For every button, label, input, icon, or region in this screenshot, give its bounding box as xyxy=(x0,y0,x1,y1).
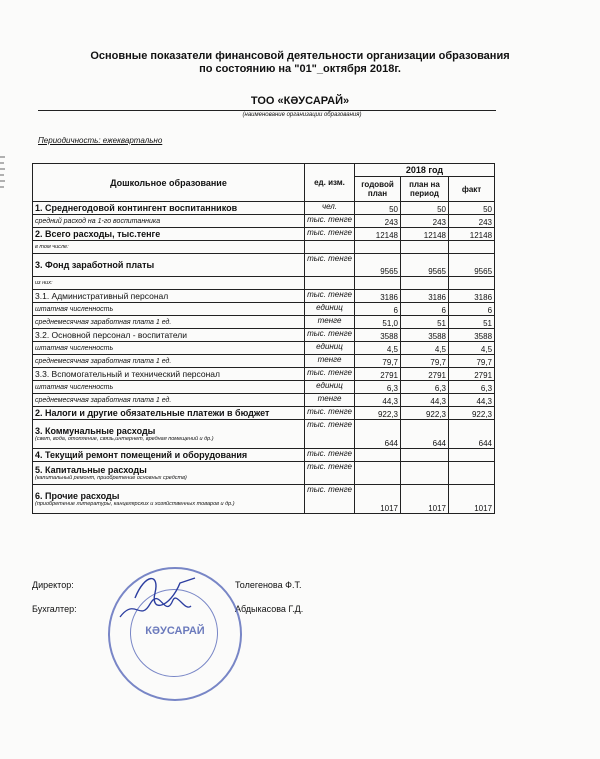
row-fact: 6 xyxy=(449,303,495,316)
header-unit-label: ед. изм. xyxy=(314,178,345,187)
row-name: 1. Среднегодовой контингент воспитанников xyxy=(35,203,238,213)
row-name: среднемесячная заработная плата 1 ед. xyxy=(35,396,172,404)
row-fact: 4,5 xyxy=(449,342,495,355)
row-name-cell xyxy=(33,329,305,342)
row-plan-year xyxy=(355,449,401,462)
row-plan-period: 4,5 xyxy=(401,342,449,355)
row-name: 3.1. Административный персонал xyxy=(35,291,169,301)
row-unit: чел. xyxy=(305,202,355,215)
header-year: 2018 год xyxy=(355,164,495,177)
row-plan-period xyxy=(401,449,449,462)
row-note: (приобретение литературы, канцелярских и хозяйственных товаров и др.) xyxy=(35,501,235,507)
table-row xyxy=(33,485,495,514)
row-name: штатная численность xyxy=(35,305,114,313)
accountant-label: Бухгалтер: xyxy=(32,604,77,614)
row-name: 6. Прочие расходы xyxy=(35,491,120,501)
row-fact: 6,3 xyxy=(449,381,495,394)
director-name: Толегенова Ф.Т. xyxy=(235,580,302,590)
row-plan-period: 6,3 xyxy=(401,381,449,394)
row-plan-period: 644 xyxy=(401,420,449,449)
row-fact: 44,3 xyxy=(449,394,495,407)
table-row xyxy=(33,241,495,254)
row-plan-year: 1017 xyxy=(355,485,401,514)
row-name: 2. Всего расходы, тыс.тенге xyxy=(35,229,161,239)
row-name: 5. Капитальные расходы xyxy=(35,465,147,475)
row-name: 3.2. Основной персонал - воспитатели xyxy=(35,330,187,340)
table-row xyxy=(33,449,495,462)
row-plan-year: 644 xyxy=(355,420,401,449)
row-unit: тенге xyxy=(305,355,355,368)
row-unit: единиц xyxy=(305,342,355,355)
header-plan-year: годовой план xyxy=(355,177,401,202)
table-row xyxy=(33,381,495,394)
row-plan-year: 51,0 xyxy=(355,316,401,329)
row-fact: 3588 xyxy=(449,329,495,342)
row-fact: 1017 xyxy=(449,485,495,514)
table-row xyxy=(33,277,495,290)
row-plan-period: 243 xyxy=(401,215,449,228)
row-unit: тыс. тенге xyxy=(305,368,355,381)
row-name-cell xyxy=(33,254,305,277)
row-plan-period: 9565 xyxy=(401,254,449,277)
table-row xyxy=(33,303,495,316)
table-row xyxy=(33,329,495,342)
row-plan-year: 2791 xyxy=(355,368,401,381)
table-row xyxy=(33,202,495,215)
row-name-cell xyxy=(33,407,305,420)
row-plan-year xyxy=(355,241,401,254)
row-name-cell xyxy=(33,290,305,303)
periodicity-label: Периодичность: ежеквартально xyxy=(38,136,163,145)
row-fact: 9565 xyxy=(449,254,495,277)
row-fact xyxy=(449,241,495,254)
row-plan-period: 1017 xyxy=(401,485,449,514)
row-unit xyxy=(305,241,355,254)
row-name-cell xyxy=(33,241,305,254)
row-plan-period: 3186 xyxy=(401,290,449,303)
table-row xyxy=(33,355,495,368)
row-plan-period: 51 xyxy=(401,316,449,329)
row-plan-year: 6,3 xyxy=(355,381,401,394)
row-plan-period xyxy=(401,277,449,290)
row-name-cell xyxy=(33,202,305,215)
row-plan-year: 3186 xyxy=(355,290,401,303)
row-name-cell xyxy=(33,368,305,381)
row-name-cell xyxy=(33,462,305,485)
row-unit: тыс. тенге xyxy=(305,215,355,228)
row-fact: 3186 xyxy=(449,290,495,303)
row-fact xyxy=(449,449,495,462)
row-fact xyxy=(449,277,495,290)
row-plan-period: 922,3 xyxy=(401,407,449,420)
row-plan-period: 44,3 xyxy=(401,394,449,407)
row-name-cell xyxy=(33,316,305,329)
row-name: из них: xyxy=(35,280,53,286)
row-plan-year: 50 xyxy=(355,202,401,215)
row-fact: 243 xyxy=(449,215,495,228)
row-plan-period xyxy=(401,241,449,254)
row-plan-period: 3588 xyxy=(401,329,449,342)
row-unit: тыс. тенге xyxy=(305,329,355,342)
row-name: 3.3. Вспомогательный и технический персонал xyxy=(35,369,220,379)
row-unit: тыс. тенге xyxy=(305,449,355,462)
row-unit xyxy=(305,277,355,290)
row-fact xyxy=(449,462,495,485)
accountant-name: Абдыкасова Г.Д. xyxy=(235,604,304,614)
row-plan-year xyxy=(355,277,401,290)
row-name: в том числе: xyxy=(35,244,69,250)
stamp-text: КӘУСАРАЙ xyxy=(145,625,205,637)
row-name: штатная численность xyxy=(35,344,114,352)
table-row xyxy=(33,394,495,407)
row-unit: тенге xyxy=(305,394,355,407)
row-plan-period xyxy=(401,462,449,485)
title-line-2: по состоянию на "01"_октября 2018г. xyxy=(199,63,401,75)
row-fact: 922,3 xyxy=(449,407,495,420)
table-row xyxy=(33,342,495,355)
row-note: (капитальный ремонт, приобретение основных средств) xyxy=(35,475,187,481)
table-row xyxy=(33,215,495,228)
row-name-cell xyxy=(33,228,305,241)
row-name: 2. Налоги и другие обязательные платежи в бюджет xyxy=(35,408,270,418)
row-plan-year: 3588 xyxy=(355,329,401,342)
header-fact: факт xyxy=(449,177,495,202)
row-unit: единиц xyxy=(305,303,355,316)
organization-name: ТОО «КӘУСАРАЙ» xyxy=(250,95,350,107)
row-fact: 12148 xyxy=(449,228,495,241)
row-name: средний расход на 1-го воспитанника xyxy=(35,217,161,225)
row-plan-year: 6 xyxy=(355,303,401,316)
row-name-cell xyxy=(33,420,305,449)
row-unit: тыс. тенге xyxy=(305,462,355,485)
row-unit: тыс. тенге xyxy=(305,485,355,514)
row-name: среднемесячная заработная плата 1 ед. xyxy=(35,318,172,326)
row-unit: тыс. тенге xyxy=(305,420,355,449)
organization-note: (наименование организации образования) xyxy=(242,112,362,118)
row-plan-year: 79,7 xyxy=(355,355,401,368)
row-fact: 51 xyxy=(449,316,495,329)
row-name-cell xyxy=(33,485,305,514)
row-name-cell xyxy=(33,449,305,462)
row-name-cell xyxy=(33,277,305,290)
header-unit xyxy=(305,164,355,202)
financial-indicators-table xyxy=(32,163,495,514)
row-plan-year: 4,5 xyxy=(355,342,401,355)
row-plan-year xyxy=(355,462,401,485)
row-fact: 79,7 xyxy=(449,355,495,368)
binding-marks xyxy=(0,155,6,190)
row-note: (свет, вода, отопление, связь,интернет, вредная помещений и др.) xyxy=(35,436,214,442)
row-name: 3. Коммунальные расходы xyxy=(35,426,156,436)
row-plan-year: 9565 xyxy=(355,254,401,277)
accountant-signature xyxy=(115,592,195,627)
table-body xyxy=(33,164,495,514)
row-plan-period: 6 xyxy=(401,303,449,316)
table-row xyxy=(33,462,495,485)
row-fact: 2791 xyxy=(449,368,495,381)
row-plan-period: 50 xyxy=(401,202,449,215)
row-name-cell xyxy=(33,215,305,228)
row-name: 4. Текущий ремонт помещений и оборудования xyxy=(35,450,248,460)
title-line-1: Основные показатели финансовой деятельности организации образования xyxy=(90,50,510,62)
row-unit: тыс. тенге xyxy=(305,254,355,277)
row-fact: 50 xyxy=(449,202,495,215)
row-plan-period: 79,7 xyxy=(401,355,449,368)
row-name: среднемесячная заработная плата 1 ед. xyxy=(35,357,172,365)
row-plan-period: 12148 xyxy=(401,228,449,241)
row-name: штатная численность xyxy=(35,383,114,391)
row-unit: тыс. тенге xyxy=(305,228,355,241)
director-label: Директор: xyxy=(32,580,74,590)
row-unit: тыс. тенге xyxy=(305,407,355,420)
row-plan-year: 243 xyxy=(355,215,401,228)
row-name-cell xyxy=(33,355,305,368)
table-row xyxy=(33,254,495,277)
table-row xyxy=(33,228,495,241)
row-unit: тыс. тенге xyxy=(305,290,355,303)
table-row xyxy=(33,368,495,381)
row-plan-period: 2791 xyxy=(401,368,449,381)
organization-underline xyxy=(38,110,496,111)
table-row xyxy=(33,407,495,420)
table-row xyxy=(33,420,495,449)
row-unit: единиц xyxy=(305,381,355,394)
row-plan-year: 44,3 xyxy=(355,394,401,407)
row-plan-year: 922,3 xyxy=(355,407,401,420)
row-name-cell xyxy=(33,303,305,316)
row-fact: 644 xyxy=(449,420,495,449)
row-name: 3. Фонд заработной платы xyxy=(35,260,155,270)
row-unit: тенге xyxy=(305,316,355,329)
table-row xyxy=(33,290,495,303)
table-row xyxy=(33,316,495,329)
row-name-cell xyxy=(33,394,305,407)
document-title xyxy=(40,50,560,76)
header-name: Дошкольное образование xyxy=(33,164,305,202)
header-plan-period: план на период xyxy=(401,177,449,202)
row-plan-year: 12148 xyxy=(355,228,401,241)
row-name-cell xyxy=(33,342,305,355)
header-row xyxy=(33,164,495,177)
row-name-cell xyxy=(33,381,305,394)
